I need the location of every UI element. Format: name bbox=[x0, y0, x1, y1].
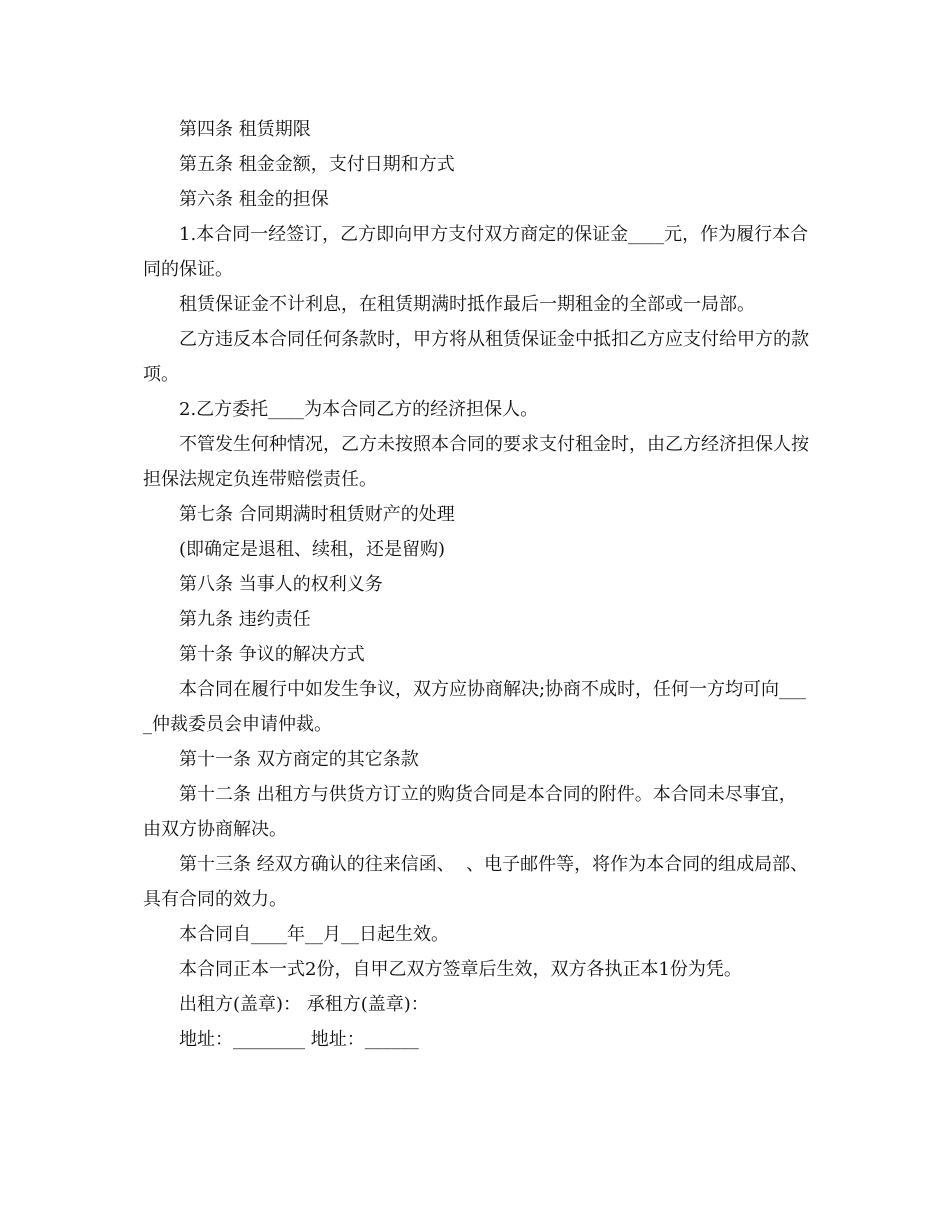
dispute-paragraph: 本合同在履行中如发生争议，双方应协商解决;协商不成时，任何一方均可向____仲裁委员会申请仲裁。 bbox=[143, 679, 807, 735]
clause-heading-6: 第六条 租金的担保 bbox=[179, 189, 329, 210]
guarantor-liability-paragraph: 不管发生何种情况，乙方未按照本合同的要求支付租金时，由乙方经济担保人按担保法规定负连带赔偿责任。 bbox=[143, 434, 809, 490]
address-line: 地址：________ 地址：______ bbox=[179, 1029, 419, 1050]
clause-heading-4: 第四条 租赁期限 bbox=[179, 119, 311, 140]
clause-heading-10: 第十条 争议的解决方式 bbox=[179, 644, 365, 665]
effective-date-paragraph: 本合同自____年__月__日起生效。 bbox=[179, 924, 449, 945]
deposit-deduction-paragraph: 乙方违反本合同任何条款时，甲方将从租赁保证金中抵扣乙方应支付给甲方的款项。 bbox=[143, 329, 809, 385]
clause-heading-5: 第五条 租金金额，支付日期和方式 bbox=[179, 154, 455, 175]
copies-paragraph: 本合同正本一式2份，自甲乙双方签章后生效，双方各执正本1份为凭。 bbox=[179, 959, 742, 980]
clause-12-paragraph: 第十二条 出租方与供货方订立的购货合同是本合同的附件。本合同未尽事宜，由双方协商解决。 bbox=[143, 784, 797, 840]
guarantor-paragraph: 2.乙方委托____为本合同乙方的经济担保人。 bbox=[179, 399, 539, 420]
deposit-paragraph: 1.本合同一经签订，乙方即向甲方支付双方商定的保证金____元，作为履行本合同的保证。 bbox=[143, 224, 809, 280]
contract-body bbox=[143, 112, 813, 1057]
clause-13-paragraph: 第十三条 经双方确认的往来信函、 、电子邮件等，将作为本合同的组成局部、具有合同的效力。 bbox=[143, 854, 809, 910]
deposit-interest-paragraph: 租赁保证金不计利息，在租赁期满时抵作最后一期租金的全部或一局部。 bbox=[179, 294, 755, 315]
clause-heading-8: 第八条 当事人的权利义务 bbox=[179, 574, 383, 595]
clause-7-note: (即确定是退租、续租，还是留购) bbox=[179, 539, 446, 560]
signature-line: 出租方(盖章)： 承租方(盖章)： bbox=[179, 994, 429, 1015]
clause-heading-11: 第十一条 双方商定的其它条款 bbox=[179, 749, 419, 770]
clause-heading-9: 第九条 违约责任 bbox=[179, 609, 311, 630]
clause-heading-7: 第七条 合同期满时租赁财产的处理 bbox=[179, 504, 455, 525]
